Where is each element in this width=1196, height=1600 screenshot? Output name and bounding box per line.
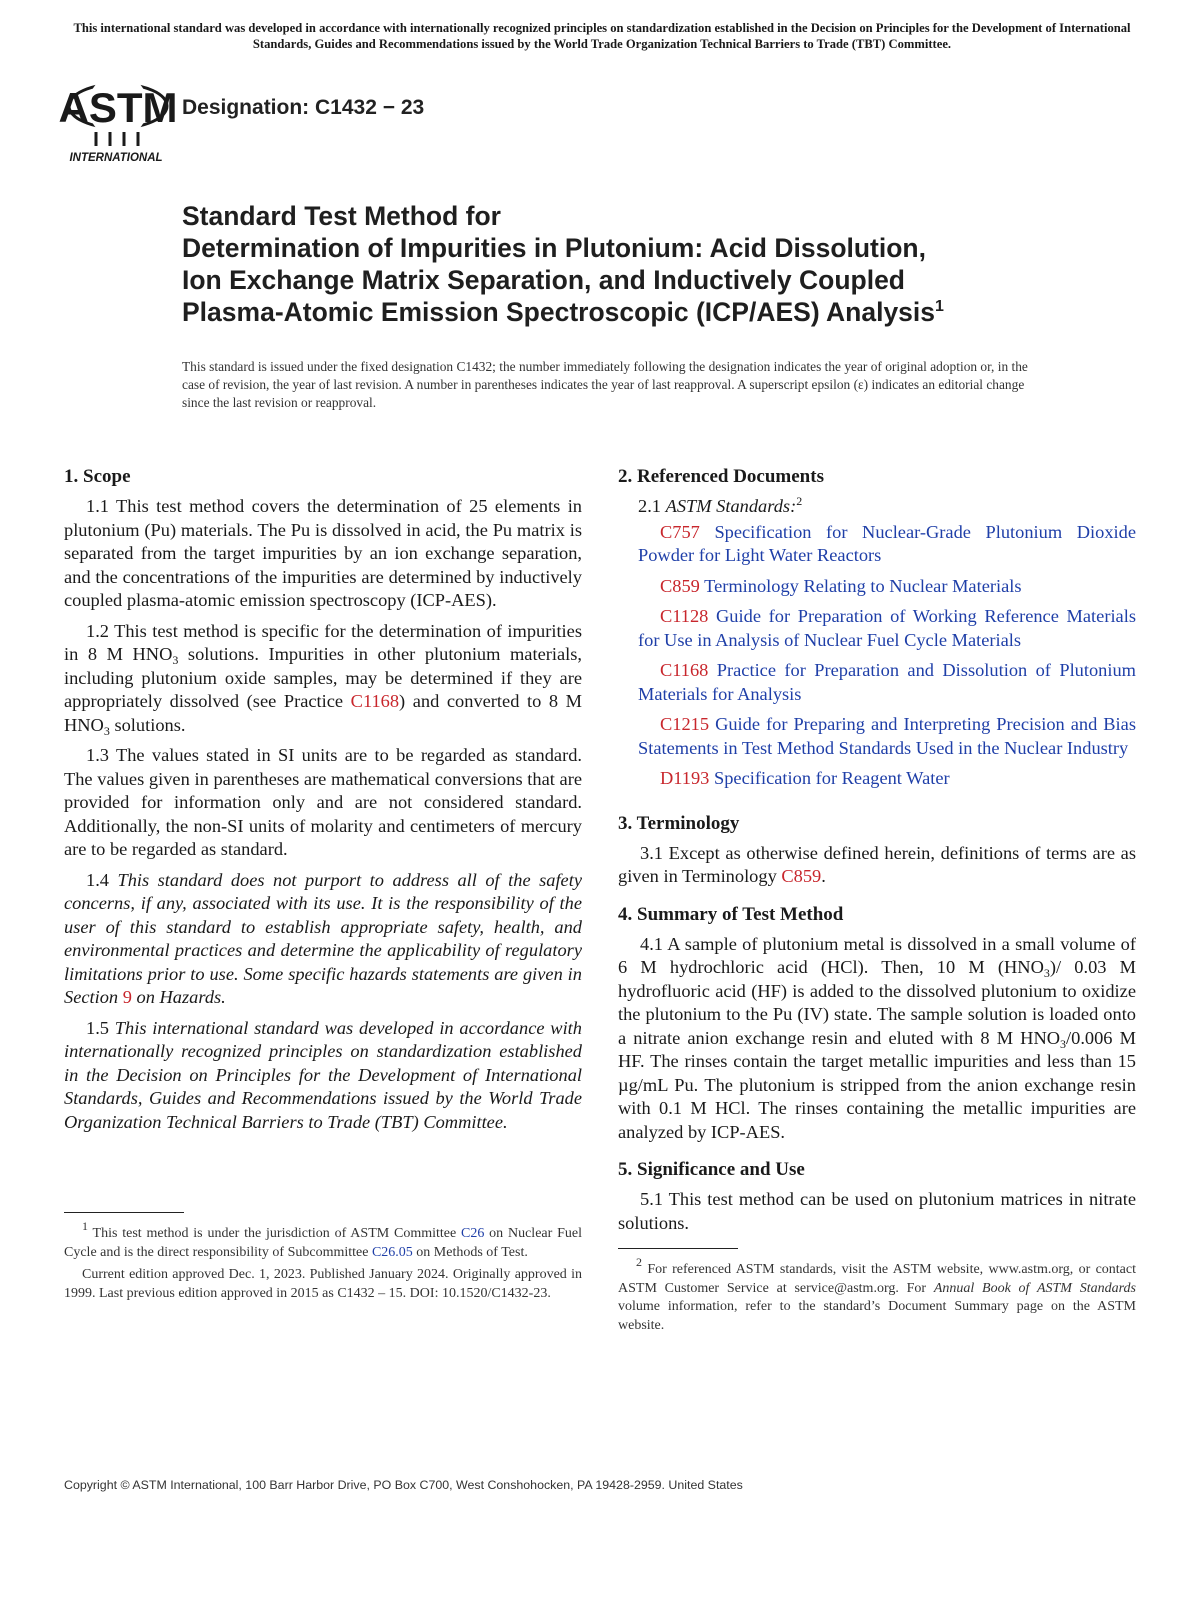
summary-heading: 4. Summary of Test Method bbox=[618, 903, 844, 925]
link-c26[interactable]: C26 bbox=[461, 1226, 485, 1241]
footnote-2-text: $^2$ For referenced ASTM standards, visit the ASTM website, www.astm.org, or contact ASTM Customer Service at service@astm.org. For Annual Book of ASTM Standards volume information, refer to the standard’s Document Summary page on the ASTM website. bbox=[618, 1255, 1136, 1333]
astm-logo bbox=[58, 70, 178, 166]
significance-heading: 5. Significance and Use bbox=[618, 1159, 805, 1180]
para-1-3: 1.3 The values stated in SI units are to be regarded as standard. The values given in parentheses are mathematical conversions that are provided for information only and are not considered standard. Additionally, the non-SI units of molarity and centimeters of mercury are to be regarded as standard. bbox=[64, 745, 582, 859]
footnote-2 bbox=[618, 1248, 1136, 1339]
title-line-2: Determination of Impurities in Plutonium: Acid Dissolution, bbox=[182, 233, 926, 263]
document-title bbox=[182, 200, 1082, 328]
reference-item[interactable]: C859 Terminology Relating to Nuclear Materials bbox=[660, 575, 1022, 596]
footnote-1-text: $^1$ This test method is under the jurisdiction of ASTM Committee C26 on Nuclear Fuel Cycle and is the direct responsibility of Subcommittee C26.05 on Methods of Test. bbox=[64, 1219, 582, 1260]
link-section-9[interactable]: 9 bbox=[122, 987, 132, 1007]
title-line-1: Standard Test Method for bbox=[182, 201, 501, 231]
logo-letters: ASTM bbox=[58, 84, 178, 131]
para-1-4: 1.4 This standard does not purport to address all of the safety concerns, if any, associated with its use. It is the responsibility of the user of this standard to establish appropriate safety, health, and environmental practices and determine the applicability of regulatory limitations prior to use. Some specific hazards statements are given in Section 9 on Hazards. bbox=[64, 869, 582, 1007]
para-1-5: 1.5 This international standard was developed in accordance with internationally recognized principles on standardization established in the Decision on Principles for the Development of International Standards, Guides and Recommendations issued by the World Trade Organization Technical Barriers to Trade (TBT) Committee. bbox=[64, 1017, 582, 1132]
reference-item[interactable]: C1128 Guide for Preparation of Working Reference Materials for Use in Analysis of Nuclear Fuel Cycle Materials bbox=[638, 606, 1136, 650]
reference-item[interactable]: C1168 Practice for Preparation and Dissolution of Plutonium Materials for Analysis bbox=[638, 660, 1136, 704]
references-heading: 2. Referenced Documents bbox=[618, 466, 824, 487]
para-3-1: 3.1 Except as otherwise defined herein, definitions of terms are as given in Terminology C859. bbox=[618, 842, 1136, 886]
reference-item[interactable]: C1215 Guide for Preparing and Interpreting Precision and Bias Statements in Test Method Standards Used in the Nuclear Industry bbox=[638, 714, 1136, 758]
title-line-4: Plasma-Atomic Emission Spectroscopic (ICP/AES) Analysis bbox=[182, 297, 936, 327]
left-column bbox=[64, 465, 582, 1141]
right-column bbox=[618, 465, 1136, 1242]
reference-list bbox=[618, 521, 1136, 791]
terminology-heading: 3. Terminology bbox=[618, 812, 740, 834]
reference-item[interactable]: C757 Specification for Nuclear-Grade Plutonium Dioxide Powder for Light Water Reactors bbox=[638, 521, 1136, 565]
footnote-1 bbox=[64, 1212, 582, 1307]
link-c26-05[interactable]: C26.05 bbox=[371, 1244, 413, 1260]
issue-note: This standard is issued under the fixed designation C1432; the number immediately following the designation indicates the year of original adoption or, in the case of revision, the year of last revision. A number in parentheses indicates the year of last reapproval. A superscript epsilon (ε) indicates an editorial change since the last revision or reapproval. bbox=[182, 359, 1028, 410]
title-footnote-mark: 1 bbox=[935, 298, 944, 315]
astm-standards-label: 2.1 ASTM Standards:$^2$ bbox=[638, 494, 803, 516]
link-c859[interactable]: C859 bbox=[781, 866, 822, 886]
para-1-1: 1.1 This test method covers the determination of 25 elements in plutonium (Pu) materials. The Pu is dissolved in acid, the Pu matrix is separated from the target impurities by an ion exchange separation, and the concentrations of the impurities are determined by inductively coupled plasma-atomic emission spectroscopy (ICP-AES). bbox=[64, 496, 582, 610]
title-line-3: Ion Exchange Matrix Separation, and Inductively Coupled bbox=[182, 265, 905, 295]
para-4-1: 4.1 A sample of plutonium metal is dissolved in a small volume of 6 M hydrochloric acid (HCl). Then, 10 M $(HNO_3)/$ 0.03 M hydrofluoric acid (HF) is added to the dissolved plutonium to oxidize the plutonium to the Pu (IV) state. The sample solution is loaded onto a nitrate anion exchange resin and eluted with 8 M $HNO_3/0.006$ M HF. The rinses contain the target metallic impurities and less than 15 µg/mL Pu. The plutonium is stripped from the anion exchange resin with 0.1 M HCl. The rinses containing the metallic impurities are analyzed by ICP-AES. bbox=[618, 933, 1136, 1142]
link-c1168[interactable]: C1168 bbox=[350, 691, 400, 711]
top-notice: This international standard was developed in accordance with internationally recognized principles on standardization established in the Decision on Principles for the Development of International Standards, Guides and Recommendations issued by the World Trade Organization Technical Barriers to Trade (TBT) Committee. bbox=[73, 21, 1131, 51]
footnote-1-edition: Current edition approved Dec. 1, 2023. Published January 2024. Originally approved in 1999. Last previous edition approved in 2015 as C1432 – 15. DOI: 10.1520/C1432-23. bbox=[64, 1267, 582, 1301]
para-5-1: 5.1 This test method can be used on plutonium matrices in nitrate solutions. bbox=[618, 1189, 1136, 1233]
copyright-notice: Copyright © ASTM International, 100 Barr Harbor Drive, PO Box C700, West Conshohocken, PA 19428-2959. United States bbox=[64, 1478, 743, 1492]
scope-heading: 1. Scope bbox=[64, 466, 131, 487]
logo-caption: INTERNATIONAL bbox=[69, 152, 163, 164]
designation: Designation: C1432 − 23 bbox=[182, 96, 425, 119]
para-1-2: 1.2 This test method is specific for the determination of impurities in 8 M $HNO_3$ solutions. Impurities in other plutonium materials, including plutonium oxide samples, may be determined if they are appropriately dissolved (see Practice C1168) and converted to 8 M $HNO_3$ solutions. bbox=[64, 620, 582, 738]
reference-item[interactable]: D1193 Specification for Reagent Water bbox=[660, 768, 950, 788]
